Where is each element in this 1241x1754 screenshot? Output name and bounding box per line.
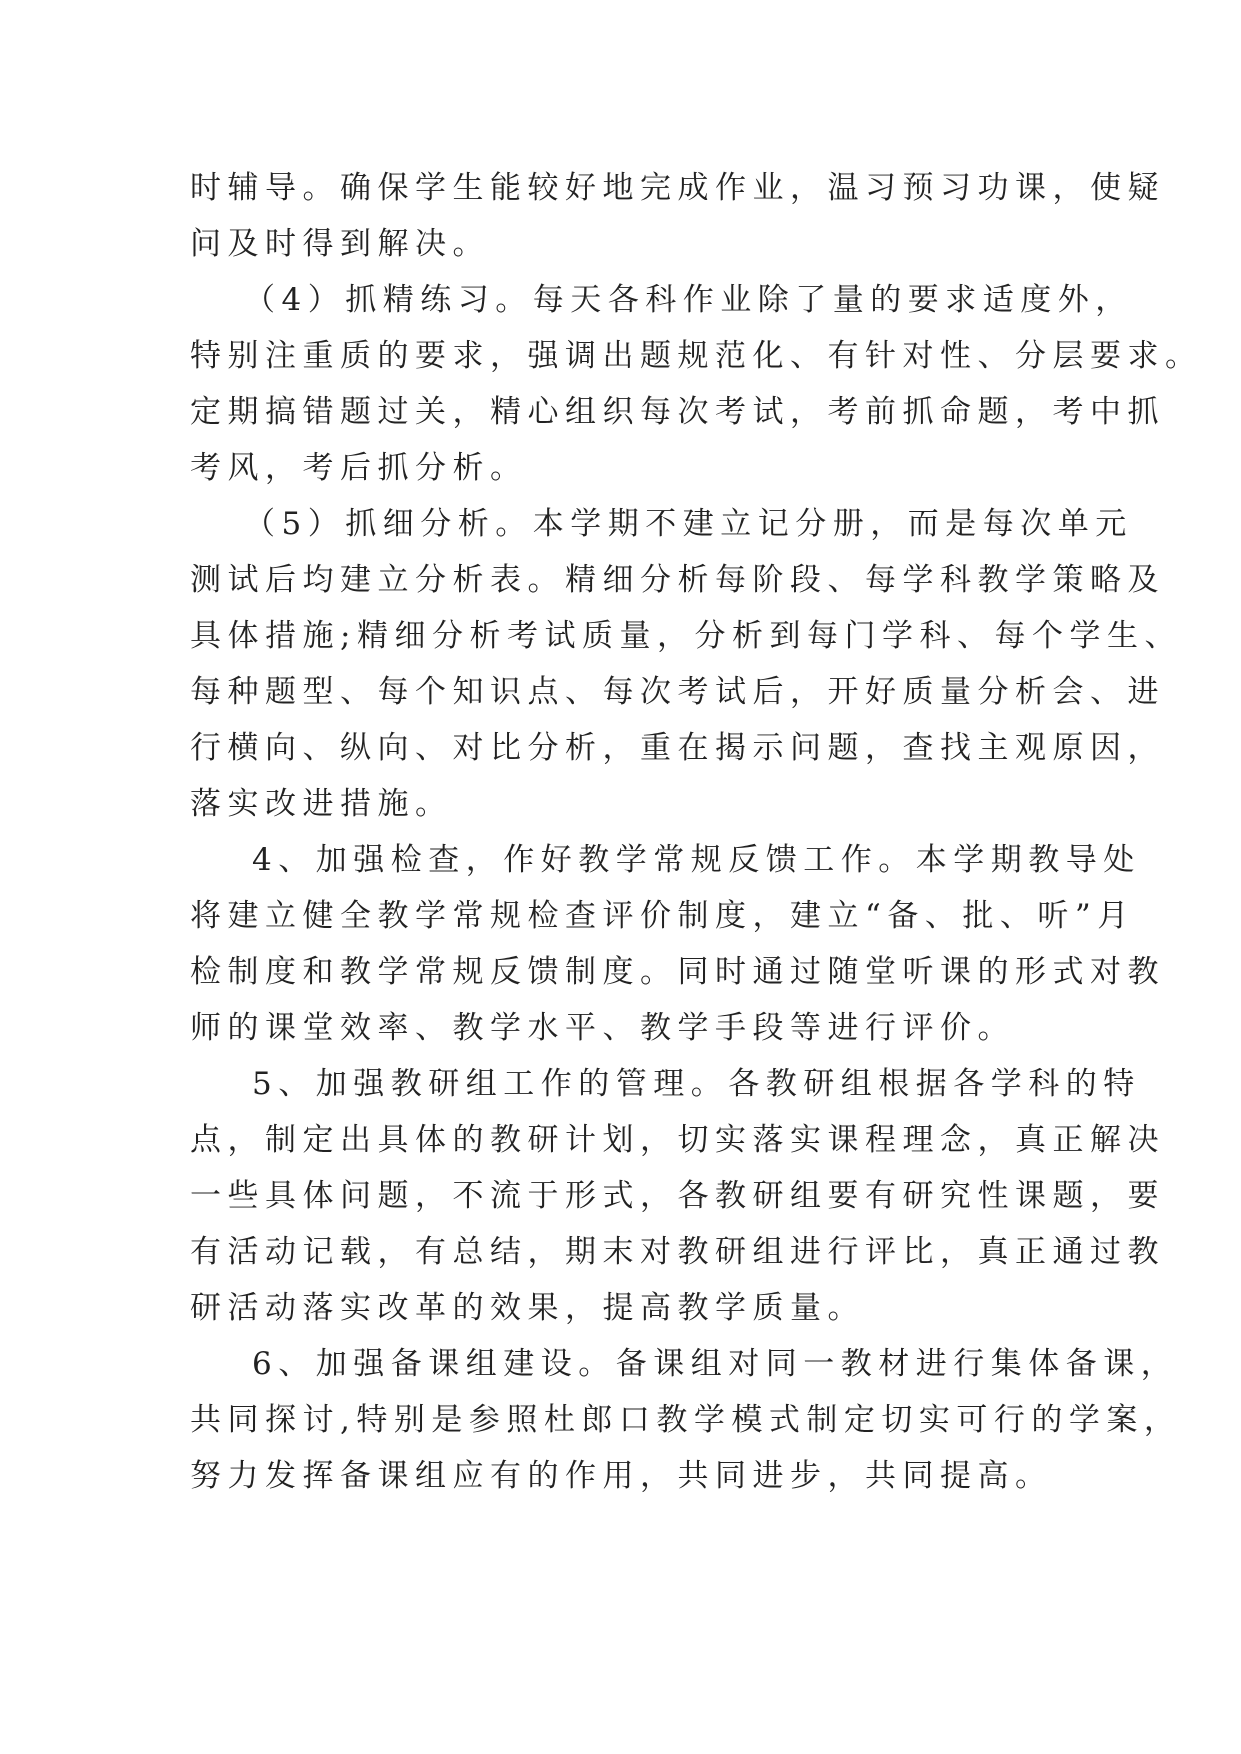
text-line: 测试后均建立分析表。精细分析每阶段、每学科教学策略及: [190, 562, 1165, 598]
text-line: 4、加强检查，作好教学常规反馈工作。本学期教导处: [252, 842, 1141, 878]
text-line: 一些具体问题，不流于形式，各教研组要有研究性课题，要: [190, 1178, 1165, 1214]
text-line: 共同探讨,特别是参照杜郎口教学模式制定切实可行的学案，: [190, 1402, 1182, 1438]
text-line: （5）抓细分析。本学期不建立记分册，而是每次单元: [244, 506, 1133, 542]
text-line: 师的课堂效率、教学水平、教学手段等进行评价。: [190, 1010, 1015, 1046]
text-line: 每种题型、每个知识点、每次考试后，开好质量分析会、进: [190, 674, 1165, 710]
text-line: 6、加强备课组建设。备课组对同一教材进行集体备课，: [252, 1346, 1179, 1382]
text-line: 定期搞错题过关，精心组织每次考试，考前抓命题，考中抓: [190, 394, 1165, 430]
text-line: 行横向、纵向、对比分析，重在揭示问题，查找主观原因，: [190, 730, 1165, 766]
text-line: 努力发挥备课组应有的作用，共同进步，共同提高。: [190, 1458, 1053, 1494]
text-line: 5、加强教研组工作的管理。各教研组根据各学科的特: [252, 1066, 1141, 1102]
text-line: 特别注重质的要求，强调出题规范化、有针对性、分层要求。: [190, 338, 1203, 374]
text-line: 有活动记载，有总结，期末对教研组进行评比，真正通过教: [190, 1234, 1165, 1270]
text-line: 检制度和教学常规反馈制度。同时通过随堂听课的形式对教: [190, 954, 1165, 990]
text-line: （4）抓精练习。每天各科作业除了量的要求适度外，: [244, 282, 1133, 318]
text-line: 将建立健全教学常规检查评价制度，建立“备、批、听”月: [190, 898, 1135, 934]
text-line: 研活动落实改革的效果，提高教学质量。: [190, 1290, 865, 1326]
text-line: 落实改进措施。: [190, 786, 453, 822]
text-line: 点，制定出具体的教研计划，切实落实课程理念，真正解决: [190, 1122, 1165, 1158]
text-line: 考风，考后抓分析。: [190, 450, 528, 486]
text-line: 问及时得到解决。: [190, 226, 490, 262]
text-line: 具体措施;精细分析考试质量，分析到每门学科、每个学生、: [190, 618, 1182, 654]
text-line: 时辅导。确保学生能较好地完成作业，温习预习功课，使疑: [190, 170, 1165, 206]
